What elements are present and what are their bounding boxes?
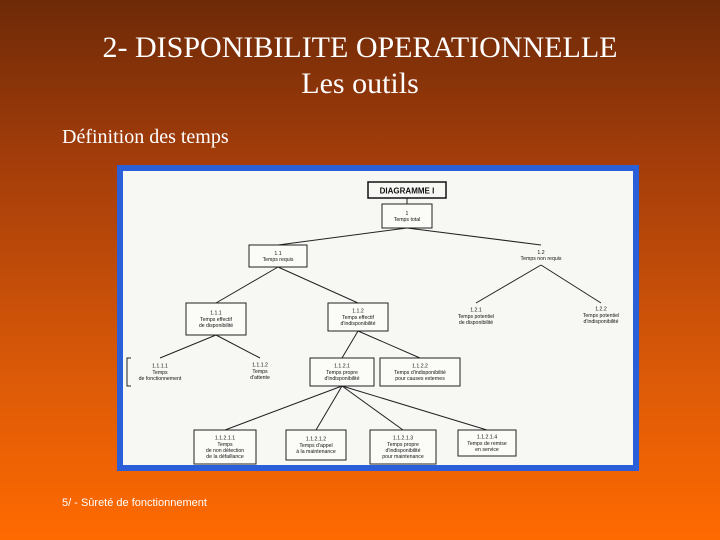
edge-n1121-n11213 bbox=[342, 386, 403, 430]
node-n11 bbox=[249, 245, 307, 267]
slide-title bbox=[0, 30, 720, 102]
edge-n111-n1112 bbox=[216, 335, 260, 358]
node-label-line: d'indisponibilité bbox=[340, 321, 376, 328]
node-code: 1.1 bbox=[274, 250, 282, 257]
edge-n12-n121 bbox=[476, 265, 541, 303]
node-n1111 bbox=[127, 358, 182, 386]
node-code: 1.1.1 bbox=[210, 310, 222, 317]
edge-n11-n111 bbox=[216, 267, 278, 303]
node-n1112 bbox=[250, 363, 270, 381]
node-code: 1 bbox=[405, 210, 409, 217]
node-n122 bbox=[583, 307, 619, 325]
node-label-line: Temps non requis bbox=[520, 256, 562, 262]
node-n11212 bbox=[286, 430, 346, 460]
node-n1122 bbox=[380, 358, 460, 386]
node-label-line: de disponibilité bbox=[198, 323, 234, 330]
node-n12 bbox=[521, 250, 562, 262]
edge-n1121-n11214 bbox=[342, 386, 487, 430]
edge-n11-n112 bbox=[278, 267, 358, 303]
edge-n112-n1122 bbox=[358, 331, 420, 358]
node-label-line: d'attente bbox=[250, 375, 270, 382]
diagram-frame bbox=[117, 165, 639, 471]
subheading: Définition des temps bbox=[62, 126, 229, 148]
edge-n1121-n11211 bbox=[225, 386, 342, 430]
node-label-line: de fonctionnement bbox=[138, 376, 182, 383]
node-label-line: Temps total bbox=[393, 217, 421, 223]
node-label-line: d'indisponibilité bbox=[385, 448, 421, 454]
node-code: 1.2 bbox=[537, 249, 545, 256]
node-label-line: Temps effectif bbox=[200, 316, 232, 323]
node-label-line: Temps d'appel bbox=[299, 442, 333, 449]
node-label-line: d'indisponibilité bbox=[324, 376, 360, 383]
node-n11211 bbox=[194, 430, 256, 464]
node-label-line: Temps potentiel bbox=[582, 312, 620, 319]
node-code: 1.1.1.1 bbox=[152, 363, 168, 370]
node-n1121 bbox=[310, 358, 374, 386]
node-label-line: Temps bbox=[252, 368, 268, 375]
node-label-line: pour maintenance bbox=[382, 454, 424, 461]
node-code: 1.2.1 bbox=[470, 307, 482, 314]
node-label-line: de disponibilité bbox=[458, 320, 494, 327]
diagram-header-label: DIAGRAMME I bbox=[379, 186, 435, 196]
node-label-line: Temps propre bbox=[387, 441, 419, 448]
node-code: 1.1.2 bbox=[352, 308, 364, 315]
edge-n12-n122 bbox=[541, 265, 601, 303]
node-label-line: Temps de remise bbox=[467, 440, 507, 447]
node-label-line: de non détection bbox=[205, 448, 245, 454]
node-code: 1.2.2 bbox=[595, 306, 607, 313]
node-label-line: en service bbox=[475, 447, 499, 454]
time-tree-diagram bbox=[123, 171, 633, 465]
node-label-line: Temps bbox=[217, 441, 233, 448]
node-code: 1.1.2.2 bbox=[412, 363, 428, 370]
node-code: 1.1.2.1.2 bbox=[305, 436, 327, 443]
edge-n112-n1121 bbox=[342, 331, 358, 358]
node-label-line: à la maintenance bbox=[296, 449, 336, 456]
title-line-1: 2- DISPONIBILITE OPERATIONNELLE bbox=[102, 31, 618, 64]
edge-n1121-n11212 bbox=[316, 386, 342, 430]
diagram-canvas bbox=[123, 171, 633, 465]
node-label-line: d'indisponibilité bbox=[583, 319, 619, 326]
node-label-line: de la défaillance bbox=[206, 454, 244, 461]
node-n1 bbox=[382, 204, 432, 228]
node-label-line: Temps d'indisponibilité bbox=[394, 369, 446, 376]
footer-text: 5/ - Sûreté de fonctionnement bbox=[62, 497, 207, 509]
edge-n1-n12 bbox=[407, 228, 541, 245]
node-label-line: Temps requis bbox=[262, 257, 294, 263]
node-code: 1.1.1.2 bbox=[252, 362, 268, 369]
node-code: 1.1.2.1.4 bbox=[476, 434, 498, 441]
title-line-2: Les outils bbox=[301, 67, 419, 100]
edge-n1-n11 bbox=[278, 228, 407, 245]
node-code: 1.1.2.1.1 bbox=[214, 435, 236, 442]
node-n111 bbox=[186, 303, 246, 335]
node-label-line: Temps propre bbox=[326, 369, 358, 376]
node-n121 bbox=[458, 308, 494, 326]
node-code: 1.1.2.1 bbox=[334, 363, 350, 370]
node-label-line: Temps effectif bbox=[342, 314, 374, 321]
node-bracket bbox=[127, 358, 131, 386]
node-n11214 bbox=[458, 430, 516, 456]
node-n11213 bbox=[370, 430, 436, 464]
node-label-line: Temps bbox=[152, 369, 168, 376]
node-label-line: Temps potentiel bbox=[457, 313, 495, 320]
node-n112 bbox=[328, 303, 388, 331]
node-code: 1.1.2.1.3 bbox=[392, 435, 414, 442]
node-label-line: pour causes externes bbox=[395, 376, 445, 383]
edge-n111-n1111 bbox=[160, 335, 216, 358]
